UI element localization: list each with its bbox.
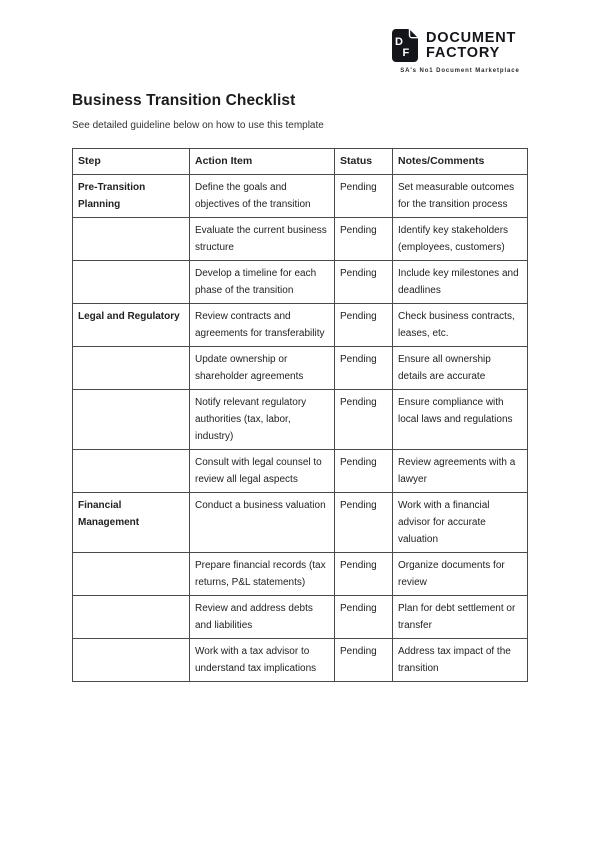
table-row (73, 175, 528, 218)
notes-cell: Identify key stakeholders (employees, customers) (393, 218, 528, 261)
header-action-item: Action Item (190, 149, 335, 175)
table-header-row (73, 149, 528, 175)
status-cell: Pending (335, 639, 393, 682)
step-cell (73, 553, 190, 596)
logo (389, 28, 531, 74)
page-subtitle: See detailed guideline below on how to use this template (72, 120, 324, 131)
step-cell (73, 450, 190, 493)
action-cell: Review and address debts and liabilities (190, 596, 335, 639)
status-cell: Pending (335, 596, 393, 639)
checklist-table-body (73, 175, 528, 682)
logo-row (389, 28, 531, 63)
logo-wordmark (426, 31, 516, 61)
action-cell: Review contracts and agreements for transferability (190, 304, 335, 347)
notes-cell: Check business contracts, leases, etc. (393, 304, 528, 347)
step-cell: Financial Management (73, 493, 190, 553)
page-title: Business Transition Checklist (72, 92, 296, 109)
notes-cell: Review agreements with a lawyer (393, 450, 528, 493)
header-notes-comments: Notes/Comments (393, 149, 528, 175)
action-cell: Work with a tax advisor to understand tax implications (190, 639, 335, 682)
action-cell: Evaluate the current business structure (190, 218, 335, 261)
action-cell: Develop a timeline for each phase of the transition (190, 261, 335, 304)
table-row (73, 553, 528, 596)
status-cell: Pending (335, 175, 393, 218)
checklist-table (72, 148, 528, 682)
status-cell: Pending (335, 304, 393, 347)
notes-cell: Address tax impact of the transition (393, 639, 528, 682)
table-row (73, 390, 528, 450)
status-cell: Pending (335, 493, 393, 553)
status-cell: Pending (335, 390, 393, 450)
status-cell: Pending (335, 450, 393, 493)
notes-cell: Ensure compliance with local laws and regulations (393, 390, 528, 450)
icon-letter-d: D (395, 36, 403, 48)
logo-name-line2: FACTORY (426, 44, 501, 61)
table-row (73, 347, 528, 390)
document-factory-icon (389, 28, 420, 63)
icon-letter-f: F (402, 47, 410, 59)
step-cell (73, 347, 190, 390)
table-row (73, 493, 528, 553)
step-cell: Pre-Transition Planning (73, 175, 190, 218)
header-step: Step (73, 149, 190, 175)
table-row (73, 450, 528, 493)
notes-cell: Ensure all ownership details are accurate (393, 347, 528, 390)
action-cell: Prepare financial records (tax returns, P&L statements) (190, 553, 335, 596)
table-row (73, 639, 528, 682)
step-cell (73, 218, 190, 261)
step-cell (73, 596, 190, 639)
step-cell (73, 390, 190, 450)
status-cell: Pending (335, 218, 393, 261)
action-cell: Notify relevant regulatory authorities (tax, labor, industry) (190, 390, 335, 450)
step-cell (73, 639, 190, 682)
status-cell: Pending (335, 347, 393, 390)
notes-cell: Work with a financial advisor for accurate valuation (393, 493, 528, 553)
logo-tagline: SA's No1 Document Marketplace (400, 68, 520, 74)
status-cell: Pending (335, 553, 393, 596)
action-cell: Define the goals and objectives of the transition (190, 175, 335, 218)
logo-name-line1: DOCUMENT (426, 29, 517, 46)
table-row (73, 218, 528, 261)
step-cell: Legal and Regulatory (73, 304, 190, 347)
step-cell (73, 261, 190, 304)
table-row (73, 304, 528, 347)
status-cell: Pending (335, 261, 393, 304)
notes-cell: Plan for debt settlement or transfer (393, 596, 528, 639)
notes-cell: Set measurable outcomes for the transition process (393, 175, 528, 218)
action-cell: Update ownership or shareholder agreements (190, 347, 335, 390)
action-cell: Consult with legal counsel to review all legal aspects (190, 450, 335, 493)
header-status: Status (335, 149, 393, 175)
table-row (73, 596, 528, 639)
action-cell: Conduct a business valuation (190, 493, 335, 553)
table-row (73, 261, 528, 304)
notes-cell: Organize documents for review (393, 553, 528, 596)
notes-cell: Include key milestones and deadlines (393, 261, 528, 304)
